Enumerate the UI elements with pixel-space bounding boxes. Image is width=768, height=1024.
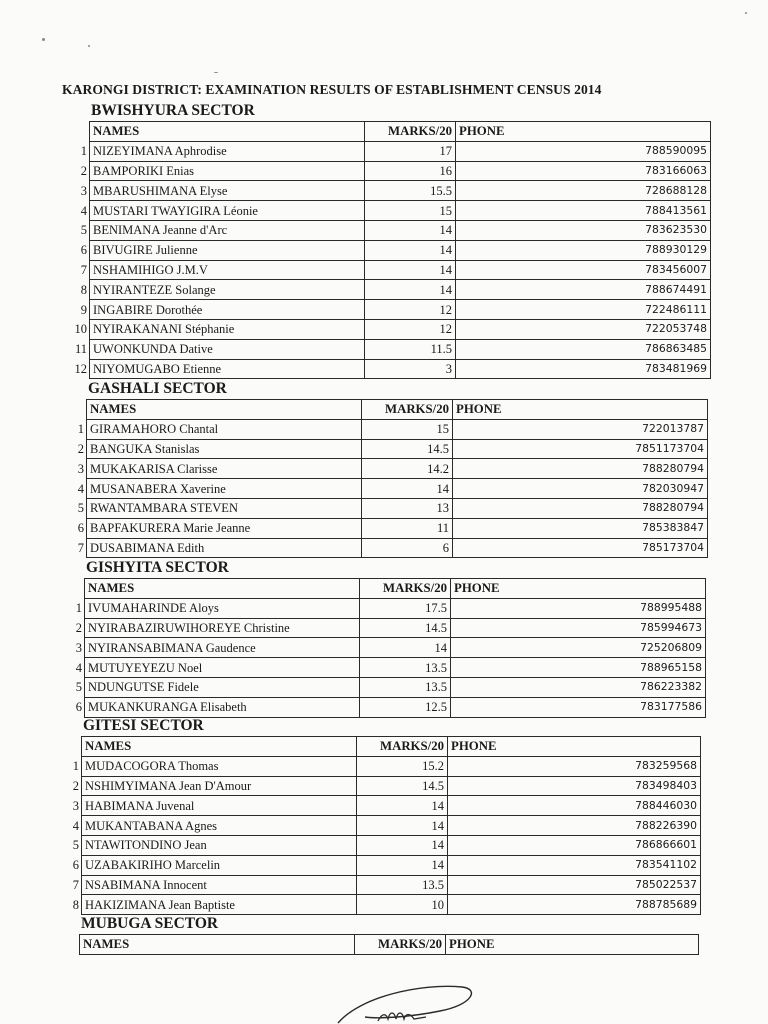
phone-cell: 783259568 [448, 756, 701, 776]
row-number: 2 [75, 620, 82, 635]
phone-header: PHONE [456, 122, 711, 142]
row-number: 1 [77, 422, 84, 437]
name-cell: MUTUYEYEZU Noel [85, 658, 360, 678]
name-cell: BANGUKA Stanislas [87, 439, 362, 459]
marks-cell: 15 [365, 201, 456, 221]
marks-cell: 13.5 [357, 875, 448, 895]
phone-cell: 728688128 [456, 181, 711, 201]
phone-cell: 788280794 [453, 459, 708, 479]
row-number: 8 [80, 282, 87, 297]
marks-header: MARKS/20 [355, 935, 446, 955]
scan-speck [745, 12, 747, 14]
row-number: 3 [75, 640, 82, 655]
name-cell: MUDACOGORA Thomas [82, 756, 357, 776]
marks-cell: 14.2 [362, 459, 453, 479]
name-cell: MUKANKURANGA Elisabeth [85, 697, 360, 717]
phone-cell: 785022537 [448, 875, 701, 895]
phone-cell: 788965158 [451, 658, 706, 678]
table-row [61, 895, 701, 915]
marks-cell: 6 [362, 538, 453, 558]
phone-cell: 788413561 [456, 201, 711, 221]
names-header: NAMES [80, 935, 355, 955]
phone-cell: 788930129 [456, 240, 711, 260]
sector-title: GASHALI SECTOR [88, 380, 227, 397]
table-row [66, 498, 708, 518]
row-number: 11 [74, 342, 87, 357]
table-row [66, 518, 708, 538]
table-row [66, 459, 708, 479]
marks-cell: 14 [365, 240, 456, 260]
marks-cell: 13.5 [360, 658, 451, 678]
table-row [69, 280, 711, 300]
sector-block [69, 101, 711, 379]
phone-cell: 785383847 [453, 518, 708, 538]
sector-title: GISHYITA SECTOR [86, 559, 229, 576]
phone-cell: 788446030 [448, 796, 701, 816]
row-number: 3 [80, 183, 87, 198]
table-row [69, 359, 711, 379]
name-cell: BENIMANA Jeanne d'Arc [90, 220, 365, 240]
row-number-header [64, 579, 85, 599]
row-number: 10 [74, 322, 87, 337]
name-cell: BAPFAKURERA Marie Jeanne [87, 518, 362, 538]
sector-block [59, 914, 699, 955]
marks-cell: 14 [365, 260, 456, 280]
row-number: 4 [80, 203, 87, 218]
marks-cell: 13 [362, 498, 453, 518]
table-row [61, 875, 701, 895]
phone-cell: 783541102 [448, 855, 701, 875]
phone-cell: 783481969 [456, 359, 711, 379]
marks-cell: 17.5 [360, 598, 451, 618]
sector-block [66, 379, 708, 558]
name-cell: MUSTARI TWAYIGIRA Léonie [90, 201, 365, 221]
row-number: 7 [72, 877, 79, 892]
name-cell: MUKAKARISA Clarisse [87, 459, 362, 479]
phone-cell: 786863485 [456, 339, 711, 359]
row-number: 9 [80, 302, 87, 317]
phone-header: PHONE [451, 579, 706, 599]
row-number: 3 [77, 461, 84, 476]
phone-cell: 788590095 [456, 141, 711, 161]
sector-title: MUBUGA SECTOR [81, 915, 219, 932]
marks-cell: 14.5 [360, 618, 451, 638]
table-row [69, 181, 711, 201]
scan-speck [88, 45, 90, 47]
marks-header: MARKS/20 [357, 737, 448, 757]
names-header: NAMES [90, 122, 365, 142]
name-cell: RWANTAMBARA STEVEN [87, 498, 362, 518]
table-row [61, 835, 701, 855]
names-header: NAMES [82, 737, 357, 757]
table-row [66, 439, 708, 459]
row-number: 6 [80, 243, 87, 258]
name-cell: BIVUGIRE Julienne [90, 240, 365, 260]
phone-cell: 786866601 [448, 835, 701, 855]
phone-cell: 783177586 [451, 697, 706, 717]
table-row [64, 658, 706, 678]
row-number: 5 [77, 501, 84, 516]
header-row [61, 737, 701, 757]
results-table [64, 578, 706, 718]
table-row [61, 756, 701, 776]
table-row [69, 141, 711, 161]
row-number: 5 [75, 680, 82, 695]
sector-block [61, 716, 701, 915]
results-table [59, 934, 699, 955]
marks-cell: 15.2 [357, 756, 448, 776]
phone-cell: 785994673 [451, 618, 706, 638]
phone-cell: 725206809 [451, 638, 706, 658]
phone-cell: 7851173704 [453, 439, 708, 459]
marks-cell: 10 [357, 895, 448, 915]
phone-header: PHONE [446, 935, 699, 955]
table-row [61, 796, 701, 816]
sector-title: BWISHYURA SECTOR [91, 102, 255, 119]
marks-cell: 14.5 [357, 776, 448, 796]
marks-cell: 15 [362, 419, 453, 439]
phone-cell: 783623530 [456, 220, 711, 240]
row-number: 2 [72, 778, 79, 793]
marks-cell: 14 [362, 479, 453, 499]
table-row [69, 240, 711, 260]
table-row [66, 479, 708, 499]
row-number: 1 [80, 144, 87, 159]
table-row [64, 618, 706, 638]
row-number: 1 [72, 759, 79, 774]
phone-header: PHONE [453, 400, 708, 420]
marks-cell: 17 [365, 141, 456, 161]
table-row [69, 161, 711, 181]
name-cell: INGABIRE Dorothée [90, 300, 365, 320]
row-number: 8 [72, 897, 79, 912]
phone-cell: 785173704 [453, 538, 708, 558]
name-cell: NYIRANTEZE Solange [90, 280, 365, 300]
name-cell: DUSABIMANA Edith [87, 538, 362, 558]
phone-cell: 783498403 [448, 776, 701, 796]
phone-cell: 783166063 [456, 161, 711, 181]
phone-header: PHONE [448, 737, 701, 757]
marks-cell: 16 [365, 161, 456, 181]
marks-cell: 14 [357, 835, 448, 855]
name-cell: NDUNGUTSE Fidele [85, 677, 360, 697]
marks-cell: 14 [357, 855, 448, 875]
header-row [69, 122, 711, 142]
name-cell: HAKIZIMANA Jean Baptiste [82, 895, 357, 915]
phone-cell: 788995488 [451, 598, 706, 618]
results-table [69, 121, 711, 379]
row-number-header [59, 935, 80, 955]
name-cell: IVUMAHARINDE Aloys [85, 598, 360, 618]
table-row [69, 300, 711, 320]
name-cell: MUKANTABANA Agnes [82, 816, 357, 836]
table-row [69, 260, 711, 280]
row-number: 6 [72, 858, 79, 873]
marks-header: MARKS/20 [360, 579, 451, 599]
row-number: 5 [80, 223, 87, 238]
row-number: 5 [72, 838, 79, 853]
scan-speck [214, 72, 218, 73]
table-row [66, 538, 708, 558]
phone-cell: 722486111 [456, 300, 711, 320]
name-cell: NSABIMANA Innocent [82, 875, 357, 895]
marks-cell: 14.5 [362, 439, 453, 459]
sector-block [64, 558, 706, 718]
phone-cell: 722013787 [453, 419, 708, 439]
table-row [64, 638, 706, 658]
marks-header: MARKS/20 [362, 400, 453, 420]
header-row [59, 935, 699, 955]
names-header: NAMES [87, 400, 362, 420]
marks-cell: 14 [365, 220, 456, 240]
phone-cell: 788674491 [456, 280, 711, 300]
header-row [66, 400, 708, 420]
table-row [64, 697, 706, 717]
name-cell: NTAWITONDINO Jean [82, 835, 357, 855]
table-row [64, 677, 706, 697]
marks-cell: 14 [357, 796, 448, 816]
name-cell: UZABAKIRIHO Marcelin [82, 855, 357, 875]
table-row [61, 855, 701, 875]
row-number: 12 [74, 361, 87, 376]
marks-cell: 13.5 [360, 677, 451, 697]
row-number: 4 [75, 660, 82, 675]
row-number: 2 [80, 163, 87, 178]
row-number-header [69, 122, 90, 142]
marks-cell: 11.5 [365, 339, 456, 359]
name-cell: NSHIMYIMANA Jean D'Amour [82, 776, 357, 796]
row-number: 3 [72, 798, 79, 813]
phone-cell: 782030947 [453, 479, 708, 499]
row-number: 2 [77, 441, 84, 456]
row-number: 4 [77, 481, 84, 496]
name-cell: MUSANABERA Xaverine [87, 479, 362, 499]
marks-cell: 3 [365, 359, 456, 379]
marks-cell: 12 [365, 319, 456, 339]
marks-cell: 14 [365, 280, 456, 300]
marks-cell: 12.5 [360, 697, 451, 717]
document-title: KARONGI DISTRICT: EXAMINATION RESULTS OF ESTABLISHMENT CENSUS 2014 [62, 82, 602, 97]
name-cell: NYIRAKANANI Stéphanie [90, 319, 365, 339]
names-header: NAMES [85, 579, 360, 599]
table-row [69, 319, 711, 339]
name-cell: NYIRANSABIMANA Gaudence [85, 638, 360, 658]
name-cell: NYIRABAZIRUWIHOREYE Christine [85, 618, 360, 638]
name-cell: NIZEYIMANA Aphrodise [90, 141, 365, 161]
name-cell: UWONKUNDA Dative [90, 339, 365, 359]
signature-mark [330, 975, 480, 1024]
phone-cell: 788280794 [453, 498, 708, 518]
phone-cell: 783456007 [456, 260, 711, 280]
row-number: 1 [75, 601, 82, 616]
phone-cell: 788226390 [448, 816, 701, 836]
phone-cell: 722053748 [456, 319, 711, 339]
phone-cell: 786223382 [451, 677, 706, 697]
table-row [66, 419, 708, 439]
row-number: 7 [80, 262, 87, 277]
name-cell: HABIMANA Juvenal [82, 796, 357, 816]
marks-cell: 14 [360, 638, 451, 658]
phone-cell: 788785689 [448, 895, 701, 915]
row-number-header [66, 400, 87, 420]
table-row [64, 598, 706, 618]
table-row [61, 776, 701, 796]
table-row [69, 220, 711, 240]
marks-cell: 15.5 [365, 181, 456, 201]
marks-cell: 14 [357, 816, 448, 836]
name-cell: NSHAMIHIGO J.M.V [90, 260, 365, 280]
table-row [69, 201, 711, 221]
results-table [66, 399, 708, 558]
scan-speck [42, 38, 45, 41]
name-cell: NIYOMUGABO Etienne [90, 359, 365, 379]
name-cell: GIRAMAHORO Chantal [87, 419, 362, 439]
name-cell: MBARUSHIMANA Elyse [90, 181, 365, 201]
results-table [61, 736, 701, 915]
row-number-header [61, 737, 82, 757]
marks-cell: 11 [362, 518, 453, 538]
row-number: 6 [77, 521, 84, 536]
row-number: 4 [72, 818, 79, 833]
row-number: 7 [77, 540, 84, 555]
marks-header: MARKS/20 [365, 122, 456, 142]
row-number: 6 [75, 700, 82, 715]
header-row [64, 579, 706, 599]
sector-title: GITESI SECTOR [83, 717, 204, 734]
table-row [69, 339, 711, 359]
marks-cell: 12 [365, 300, 456, 320]
name-cell: BAMPORIKI Enias [90, 161, 365, 181]
table-row [61, 816, 701, 836]
